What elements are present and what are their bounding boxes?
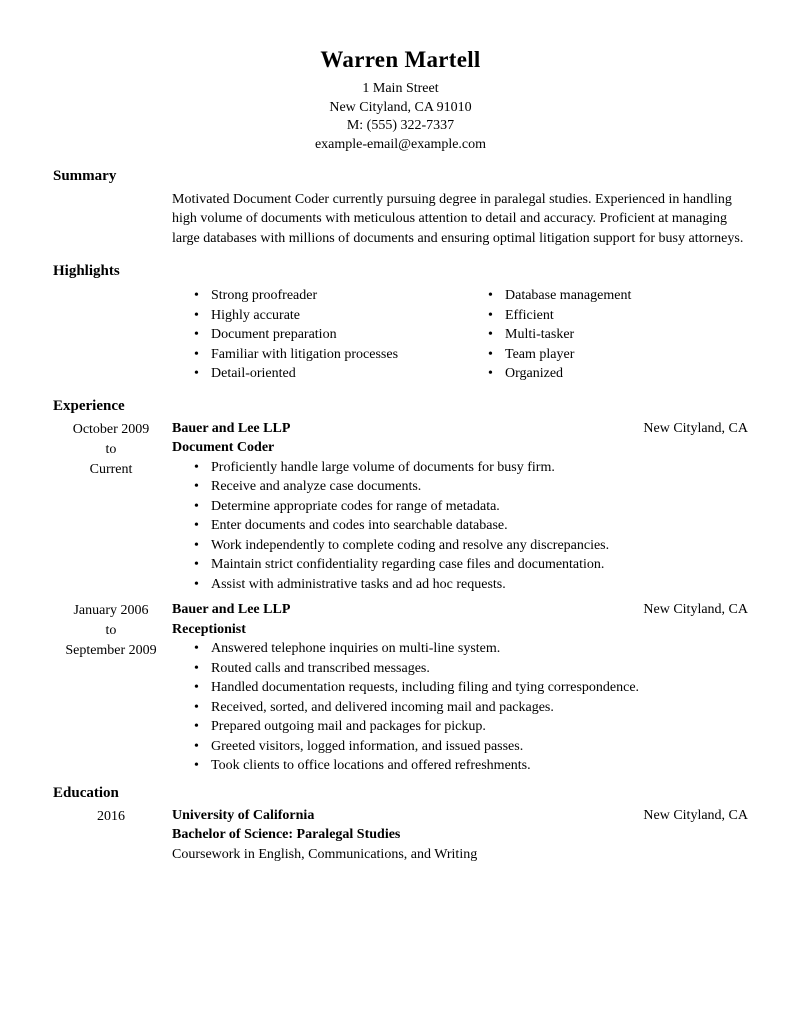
highlight-item: • Highly accurate bbox=[172, 306, 466, 326]
summary-section bbox=[53, 167, 748, 248]
company-name: Bauer and Lee LLP bbox=[172, 420, 291, 436]
job-dates bbox=[53, 600, 169, 776]
education-head-line bbox=[172, 806, 748, 826]
job-bullet: • Routed calls and transcribed messages. bbox=[172, 659, 748, 679]
job-bullet: • Proficiently handle large volume of documents for busy firm. bbox=[172, 458, 748, 478]
summary-heading: Summary bbox=[53, 168, 117, 184]
experience-heading: Experience bbox=[53, 397, 125, 414]
job-date-start: October 2009 bbox=[72, 421, 150, 437]
job-dates bbox=[53, 419, 169, 595]
highlights-column-1 bbox=[172, 286, 466, 384]
job-date-end: Current bbox=[89, 461, 133, 477]
degree-name: Bachelor of Science: Paralegal Studies bbox=[172, 827, 401, 843]
job-bullet-list bbox=[172, 458, 748, 595]
job-bullet: • Answered telephone inquiries on multi-line system. bbox=[172, 639, 748, 659]
highlight-item: • Detail-oriented bbox=[172, 364, 466, 384]
highlight-item: • Familiar with litigation processes bbox=[172, 345, 466, 365]
highlight-item: • Database management bbox=[466, 286, 748, 306]
job-head-line bbox=[172, 600, 748, 620]
highlights-columns bbox=[172, 286, 748, 384]
job-bullet: • Greeted visitors, logged information, and issued passes. bbox=[172, 737, 748, 757]
job-entry-document-coder bbox=[53, 419, 748, 595]
education-year: 2016 bbox=[97, 808, 125, 824]
highlights-heading: Highlights bbox=[53, 263, 120, 280]
job-date-end: September 2009 bbox=[65, 643, 157, 659]
highlight-item: • Efficient bbox=[466, 306, 748, 326]
highlight-item: • Strong proofreader bbox=[172, 286, 466, 306]
contact-block bbox=[53, 80, 748, 154]
job-bullet: • Determine appropriate codes for range of metadata. bbox=[172, 497, 748, 517]
job-bullet: • Assist with administrative tasks and ad hoc requests. bbox=[172, 575, 748, 595]
company-name: Bauer and Lee LLP bbox=[172, 602, 291, 618]
job-location: New Cityland, CA bbox=[643, 602, 748, 618]
job-title: Receptionist bbox=[172, 621, 246, 637]
education-location: New Cityland, CA bbox=[643, 807, 748, 823]
address-street: 1 Main Street bbox=[362, 81, 439, 96]
highlights-section bbox=[53, 262, 748, 384]
job-bullet: • Enter documents and codes into searchable database. bbox=[172, 516, 748, 536]
highlight-item: • Multi-tasker bbox=[466, 325, 748, 345]
highlights-column-2 bbox=[466, 286, 748, 384]
job-bullet: • Prepared outgoing mail and packages for pickup. bbox=[172, 717, 748, 737]
job-head-line bbox=[172, 419, 748, 439]
experience-section bbox=[53, 397, 748, 776]
education-section bbox=[53, 784, 748, 865]
school-name: University of California bbox=[172, 807, 315, 823]
job-bullet: • Handled documentation requests, including filing and tying correspondence. bbox=[172, 678, 748, 698]
email-address: example-email@example.com bbox=[314, 136, 487, 152]
job-content bbox=[172, 600, 748, 776]
summary-text: Motivated Document Coder currently pursuing degree in paralegal studies. Experienced in handling high volume of documents with meticulous attention to detail and accuracy. Proficient at managing large databases with millions of documents and ensuring optimal litigation support for busy attorneys. bbox=[172, 192, 744, 246]
coursework-line: Coursework in English, Communications, and Writing bbox=[172, 846, 478, 862]
job-date-to: to bbox=[105, 441, 117, 457]
job-bullet: • Work independently to complete coding and resolve any discrepancies. bbox=[172, 536, 748, 556]
highlight-item: • Organized bbox=[466, 364, 748, 384]
job-bullet-list bbox=[172, 639, 748, 776]
job-bullet: • Received, sorted, and delivered incoming mail and packages. bbox=[172, 698, 748, 718]
education-content bbox=[172, 806, 748, 865]
phone-number: M: (555) 322-7337 bbox=[346, 118, 455, 133]
job-bullet: • Took clients to office locations and offered refreshments. bbox=[172, 756, 748, 776]
job-date-to: to bbox=[105, 623, 117, 639]
job-bullet: • Maintain strict confidentiality regarding case files and documentation. bbox=[172, 555, 748, 575]
job-content bbox=[172, 419, 748, 595]
job-location: New Cityland, CA bbox=[643, 420, 748, 436]
education-entry bbox=[53, 806, 748, 865]
job-date-start: January 2006 bbox=[73, 603, 149, 619]
education-heading: Education bbox=[53, 784, 119, 801]
job-title: Document Coder bbox=[172, 440, 275, 456]
address-city: New Cityland, CA 91010 bbox=[329, 99, 472, 115]
resume-header bbox=[53, 46, 748, 154]
candidate-name: Warren Martell bbox=[320, 47, 481, 72]
highlight-item: • Document preparation bbox=[172, 325, 466, 345]
highlight-item: • Team player bbox=[466, 345, 748, 365]
job-entry-receptionist bbox=[53, 600, 748, 776]
job-bullet: • Receive and analyze case documents. bbox=[172, 477, 748, 497]
